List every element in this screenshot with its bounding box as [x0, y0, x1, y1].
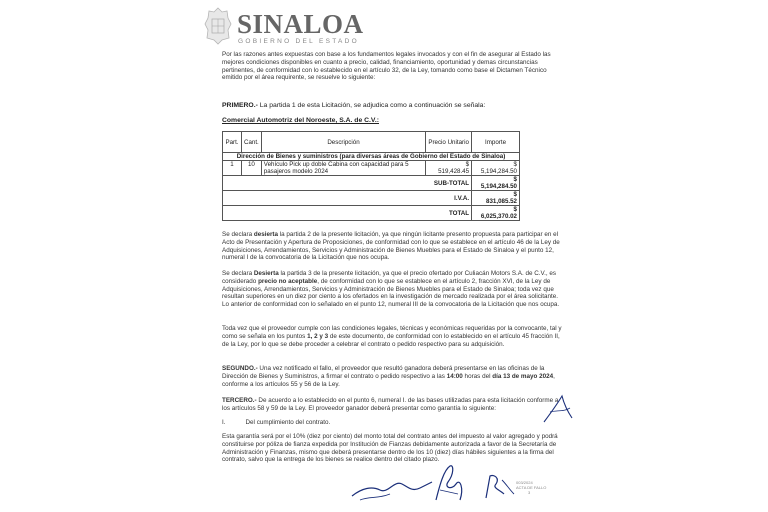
signature-1 — [350, 466, 435, 506]
header-descripcion: Descripción — [261, 132, 425, 153]
precio-currency: $ — [465, 161, 470, 168]
desierta-partida-3 — [222, 270, 562, 309]
cell-precio — [426, 161, 472, 176]
table-header-row — [223, 132, 520, 153]
text-span: Toda vez que el proveedor cumple con las condiciones legales, técnicas y económicas requeridas por la convocante, tal y como se señala en los puntos — [222, 325, 562, 340]
award-table — [222, 131, 520, 221]
text-span: la partida 3 de la presente licitación, ya que el precio ofertado por Culiacán Motors S.A. de C.V., es considerado — [222, 270, 557, 285]
primero-label: PRIMERO.- — [222, 102, 258, 109]
header-part: Part. — [223, 132, 242, 153]
brand-title: SINALOA — [237, 9, 364, 39]
signature-3 — [480, 470, 520, 504]
intro-paragraph: Por las razones antes expuestas con base a los fundamentos legales invocados y con el fin de asegurar al Estado las mejores condiciones disponibles en cuanto a precio, calidad, financiamiento, oportunidad y demas circunstancias pertinentes, de conformidad con lo establecido en el artículo 32, de la Ley, tomando como base el Dictamen Técnico emitido por el área requirente, se resuelve lo siguiente: — [222, 51, 551, 82]
brand-subtitle: GOBIERNO DEL ESTADO — [238, 38, 359, 45]
subtotal-row — [223, 176, 520, 191]
table-row — [223, 161, 520, 176]
bold-span: 1, 2 y 3 — [307, 332, 329, 340]
iva-value: 831,085.52 — [486, 198, 517, 205]
iva-currency: $ — [513, 191, 517, 198]
footer-page-number: 3 — [528, 490, 531, 495]
state-seal-icon — [203, 6, 233, 46]
cell-part: 1 — [223, 161, 242, 176]
iva-cell — [472, 191, 520, 206]
item-number: I. — [222, 419, 226, 426]
text-span: horas del — [462, 372, 493, 380]
primero-paragraph — [222, 102, 485, 109]
signature-2 — [430, 460, 470, 508]
bold-span: precio no aceptable — [258, 277, 318, 285]
text-span: De acuerdo a lo establecido en el punto 6, numeral I. de las bases utilizadas para esta licitación conforme a los artículos 58 y 59 de la Ley. El proveedor ganador deberá presentar como garantía lo siguiente: — [222, 397, 559, 412]
footer-ref-1: 003/2024 — [516, 480, 533, 485]
header-cant: Cant. — [241, 132, 261, 153]
tercero-label: TERCERO.- — [222, 397, 257, 404]
signature-4 — [540, 390, 576, 426]
importe-currency: $ — [513, 161, 517, 168]
subtotal-value: 5,194,284.50 — [480, 183, 517, 190]
header-importe: Importe — [472, 132, 520, 153]
bold-span: día 13 de mayo 2024 — [492, 372, 554, 380]
text-span: Se declara — [222, 231, 254, 238]
cell-importe — [472, 161, 520, 176]
total-value: 6,025,370.02 — [480, 213, 517, 220]
subtotal-currency: $ — [513, 176, 517, 183]
garantia-paragraph: Esta garantía será por el 10% (diez por ciento) del monto total del contrato antes del impuesto al valor agregado y podrá constituirse por póliza de fianza expedida por Institución de Fianzas debidamente autorizada a favor de la Secretaría de Administración y Finanzas, mismo que deberá presentarse dentro de los 10 (diez) días hábiles siguientes a la firma del contrato, salvo que la entrega de los bienes se realice dentro del citado plazo. — [222, 433, 558, 464]
total-currency: $ — [513, 206, 517, 213]
primero-text: La partida 1 de esta Licitación, se adjudica como a continuación se señala: — [257, 102, 486, 109]
text-span: , conforme a los artículos 55 y 56 de la Ley. — [222, 372, 555, 388]
bold-span: 14:00 — [446, 372, 463, 380]
footer-ref-2: ACTA DE FALLO — [516, 485, 547, 490]
cell-descripcion: Vehículo Pick up doble Cabina con capacidad para 5 pasajeros modelo 2024 — [261, 161, 425, 176]
subtotal-label: SUB-TOTAL — [223, 176, 472, 191]
segundo-paragraph — [222, 365, 562, 388]
text-span: de este documento, de conformidad con lo establecido en el artículo 45 fracción II, de la Ley, por lo que se debe proceder a celebrar el contrato o pedido respectivo para su adquisición. — [222, 332, 560, 348]
subtotal-cell — [472, 176, 520, 191]
text-span: Se declara — [222, 270, 254, 277]
iva-row — [223, 191, 520, 206]
bold-span: Desierta — [253, 270, 279, 277]
total-row — [223, 206, 520, 221]
item-i — [222, 419, 562, 427]
desierta-partida-2 — [222, 231, 562, 262]
importe-value: 5,194,284.50 — [480, 168, 517, 175]
cumple-paragraph — [222, 325, 562, 348]
total-cell — [472, 206, 520, 221]
bold-span: desierta — [253, 231, 279, 238]
segundo-label: SEGUNDO.- — [222, 365, 258, 372]
company-name: Comercial Automotriz del Noroeste, S.A. de C.V.: — [222, 117, 379, 124]
text-span: Una vez notificado el fallo, el proveedor que resultó ganadora deberá presentarse en las oficinas de la Dirección de Bienes y Suministros, a firmar el contrato o pedido respectivo a las — [222, 365, 545, 380]
text-span: la partida 2 de la presente licitación, ya que ningún licitante presento propuesta para participar en el Acto de Presentación y Apertura de Proposiciones, de conformidad con lo que se establece en el artículo 46 de la Ley de Adquisiciones, Arrendamientos, Servicios y Administración de Bienes Muebles para el Estado de Sinaloa y el punto 12, numeral I de la convocatoria de la Licitación que nos ocupa. — [222, 231, 560, 262]
table-section-row — [223, 153, 520, 161]
text-span: , de conformidad con lo que se establece en el artículo 2, fracción XVI, de la Ley de Adquisiciones, Arrendamientos, Servicios y Administración de Bienes Muebles para el Estado de Sinaloa; toda vez que resultan superiores en un diez por ciento a los ofertados en la investigación de mercado realizada por el área solicitante. Lo anterior de conformidad con lo señalado en el punto 12, numeral III de la convocatoria de la Licitación que nos ocupa. — [222, 277, 560, 309]
total-label: TOTAL — [223, 206, 472, 221]
item-text: Del cumplimiento del contrato. — [245, 419, 331, 426]
cell-cant: 10 — [241, 161, 261, 176]
section-title: Dirección de Bienes y suministros (para diversas áreas de Gobierno del Estado de Sinaloa) — [223, 153, 520, 161]
precio-value: 519,428.45 — [438, 168, 470, 175]
tercero-paragraph — [222, 397, 562, 413]
iva-label: I.V.A. — [223, 191, 472, 206]
header-precio-unitario: Precio Unitario — [426, 132, 472, 153]
